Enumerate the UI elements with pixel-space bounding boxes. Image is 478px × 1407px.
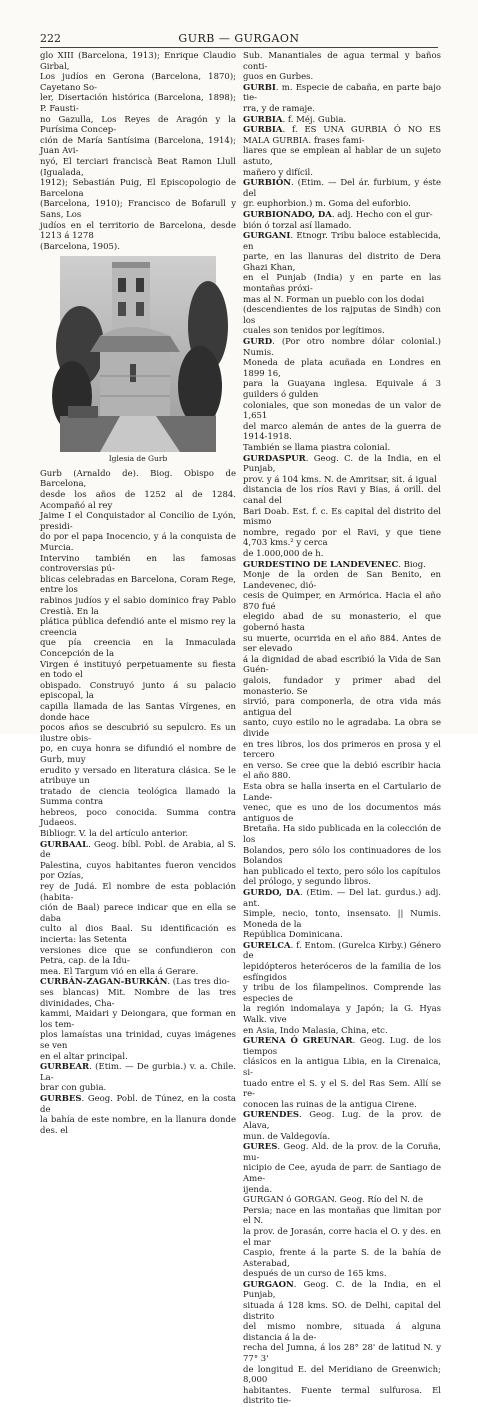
- text-line: recha del Jumna, á los 28° 28' de latitud N. y 77° 3': [243, 1343, 441, 1365]
- text-line: GURD. (Por otro nombre dólar colonial.) Numis.: [243, 337, 441, 358]
- text-line: galois, fundador y primer abad del monasterio. Se: [243, 676, 441, 697]
- text-line: plática pública defendió ante el mismo rey la creencia: [40, 617, 236, 638]
- text-line: prov. y á 104 kms. N. de Amritsar, sit. á igual: [243, 474, 437, 485]
- church-photo: [60, 256, 216, 452]
- text-line: de longitud E. del Meridiano de Greenwich; 8,000: [243, 1364, 441, 1386]
- text-line: GURGAN ó GORGAN. Geog. Río del N. de: [243, 1195, 424, 1206]
- text-line: á la dignidad de abad escribió la Vida de San Guén-: [243, 654, 441, 676]
- text-line: sirvió, para componerla, de otra vida más antigua del: [243, 697, 441, 718]
- text-line: clásicos en la antigua Libia, en la Cirenaica, si-: [243, 1057, 441, 1078]
- text-line: judíos en el territorio de Barcelona, desde 1213 á 1278: [40, 220, 236, 242]
- text-line: mas al N. Forman un pueblo con los dodai: [243, 294, 425, 305]
- text-line: rra, y de ramaje.: [243, 103, 315, 114]
- headword: GURES: [243, 1142, 278, 1153]
- text-line: y tribu de los filampelinos. Comprende las especies de: [243, 983, 441, 1004]
- text-line: GURDESTINO DE LANDEVENEC. Biog.: [243, 559, 426, 570]
- text-line: do por el papa Inocencio, y á la conquista de Murcia.: [40, 532, 236, 554]
- headword: GURDO, DA: [243, 887, 300, 898]
- text-line: GURBEAR. (Etim. — De gurbia.) v. a. Chile. La-: [40, 1062, 236, 1083]
- text-line: erudito y versado en literatura clásica. Se le atribuye un: [40, 765, 236, 787]
- text-line: Sub. Manantiales de agua termal y baños conti-: [243, 51, 441, 72]
- text-line: GURES. Geog. Ald. de la prov. de la Coruña, mu-: [243, 1142, 441, 1163]
- headword: GURBAAL: [40, 839, 89, 850]
- text-line: que pía creencia en la Inmaculada Concepción de la: [40, 638, 236, 659]
- text-line: rabinos judíos y el sabio dominico fray Pablo Crestià. En la: [40, 596, 236, 617]
- text-line: GURBES. Geog. Pobl. de Túnez, en la costa de: [40, 1093, 236, 1115]
- text-line: (descendientes de los rajputas de Sindh) con los: [243, 305, 441, 326]
- text-line: tratado de ciencia teológica llamado la Summa contra: [40, 786, 236, 808]
- left-column: [40, 51, 236, 1136]
- text-line: hebreos, poco conocida. Summa contra Judaeos.: [40, 807, 236, 829]
- headword: GURBES: [40, 1093, 82, 1104]
- text-line: nicipio de Cee, ayuda de parr. de Santiago de Ame-: [243, 1163, 441, 1184]
- text-line: GURBIÓN. (Etim. — Del ár. furbium, y éste del: [243, 178, 441, 199]
- running-title: GURB — GURGAON: [178, 32, 300, 45]
- text-line: (Barcelona, 1905).: [40, 241, 120, 252]
- text-line: no Gazulla, Los Reyes de Aragón y la Purísima Concep-: [40, 114, 236, 136]
- text-line: Los judíos en Gerona (Barcelona, 1870); Cayetano So-: [40, 72, 236, 93]
- text-line: venec, que es uno de los documentos más antiguos de: [243, 803, 441, 824]
- text-line: po, en cuya honra se difundió el nombre de Gurb, muy: [40, 744, 236, 765]
- text-line: del marco alemán de antes de la guerra de 1914-1918.: [243, 421, 441, 443]
- page-header: [40, 32, 438, 48]
- text-line: (Barcelona, 1910); Francisco de Bofarull y Sans, Los: [40, 199, 236, 220]
- left-top-text: [40, 51, 236, 252]
- text-line: ción de Baal) parece indicar que en ella se daba: [40, 903, 236, 924]
- header-rule: [40, 47, 438, 48]
- headword: GURBIÓN: [243, 178, 292, 189]
- headword: GURDESTINO DE LANDEVENEC: [243, 559, 399, 570]
- text-line: nombre, regado por el Ravi, y que tiene 4,703 kms.² y cerca: [243, 527, 441, 549]
- text-line: CURBÁN-ZAGAN-BURKÁN. (Las tres dio-: [40, 977, 230, 988]
- text-line: elegido abad de su monasterio, el que gobernó hasta: [243, 612, 441, 634]
- text-line: tuado entre el S. y el S. del Ras Sem. Allí se re-: [243, 1078, 441, 1100]
- text-line: situada á 128 kms. SO. de Delhi, capital del distrito: [243, 1301, 441, 1322]
- text-line: GURBIA. f. ES UNA GURBIA Ó NO ES MALA GURBIA. frases fami-: [243, 125, 441, 146]
- text-line: GURBIA. f. Méj. Gubia.: [243, 114, 347, 125]
- right-column: [243, 51, 442, 1407]
- text-line: Bretaña. Ha sido publicada en la colección de los: [243, 824, 441, 845]
- text-line: en Asia, Indo Malasia, China, etc.: [243, 1025, 388, 1036]
- text-line: GURDO, DA. (Etim. — Del lat. gurdus.) adj. ant.: [243, 887, 441, 909]
- text-line: su muerte, ocurrida en el año 884. Antes de ser elevado: [243, 633, 441, 655]
- text-line: ción de María Santísima (Barcelona, 1914); Juan Avi-: [40, 135, 236, 157]
- page-number: 222: [40, 32, 61, 45]
- headword: GURENA Ó GREUNAR: [243, 1036, 353, 1047]
- text-line: brar con gubia.: [40, 1083, 107, 1094]
- figure: [40, 256, 236, 465]
- text-line: GURGANI. Etnogr. Tribu baloce establecida, en: [243, 231, 441, 252]
- text-line: conocen las ruinas de la antigua Cirene.: [243, 1099, 417, 1110]
- text-line: GURDASPUR. Geog. C. de la India, en el Punjab,: [243, 453, 441, 475]
- text-line: coloniales, que son monedas de un valor de 1,651: [243, 400, 441, 422]
- text-line: GURBAAL. Geog. bíbl. Pobl. de Arabia, al S. de: [40, 839, 236, 861]
- text-line: liares que se emplean al hablar de un sujeto astuto,: [243, 146, 441, 167]
- headword: GURBEAR: [40, 1062, 90, 1073]
- text-line: GURGAON. Geog. C. de la India, en el Punjab,: [243, 1279, 441, 1301]
- headword: GURBIA: [243, 114, 283, 125]
- headword: GURDASPUR: [243, 453, 306, 464]
- text-line: guos en Gurbes.: [243, 72, 314, 83]
- text-line: plos lamaístas una trinidad, cuyas imágenes se ven: [40, 1030, 236, 1051]
- text-line: pocos años se descubrió su sepulcro. Es un ilustre obis-: [40, 723, 236, 744]
- text-line: cuales son tenidos por legítimos.: [243, 326, 385, 337]
- text-line: blicas celebradas en Barcelona, Coram Rege, entre los: [40, 574, 236, 596]
- text-line: También se llama piastra colonial.: [243, 442, 391, 453]
- text-line: mañero y difícil.: [243, 167, 313, 178]
- left-body-text: [40, 469, 236, 1136]
- text-line: ler, Disertación histórica (Barcelona, 1898); P. Fausti-: [40, 93, 236, 114]
- text-line: nyó, El terciari franciscà Beat Ramon Llull (Igualada,: [40, 156, 236, 178]
- headword: GURBIONADO, DA: [243, 209, 332, 220]
- text-line: kammi, Maidari y Deiongara, que forman en los tem-: [40, 1009, 236, 1030]
- text-line: Bibliogr. V. la del artículo anterior.: [40, 829, 189, 840]
- text-line: del mismo nombre, situada á alguna distancia á la de-: [243, 1322, 441, 1343]
- text-line: Virgen é instituyó perpetuamente su fiesta en todo el: [40, 659, 236, 681]
- headword: GURBIA: [243, 125, 283, 136]
- text-line: en el altar principal.: [40, 1051, 128, 1062]
- text-line: la bahía de este nombre, en la llanura donde des. el: [40, 1115, 236, 1136]
- text-line: en verso. Se cree que la debió escribir hacia el año 880.: [243, 760, 441, 782]
- text-line: Gurb (Arnaldo de). Biog. Obispo de Barcelona,: [40, 468, 236, 490]
- headword: GURD: [243, 337, 273, 348]
- text-line: República Dominicana.: [243, 930, 343, 941]
- text-line: la prov. de Jorasán, corre hacia el O. y des. en el mar: [243, 1226, 441, 1248]
- text-line: Persia; nace en las montañas que limitan por el N.: [243, 1205, 441, 1227]
- text-line: santo, cuyo estilo no le agradaba. La obra se divide: [243, 718, 441, 739]
- text-line: han publicado el texto, pero sólo los capítulos: [243, 866, 441, 877]
- text-line: GURBIONADO, DA. adj. Hecho con el gur-: [243, 209, 433, 220]
- text-line: parte, en las llanuras del distrito de Dera Ghazi Khan,: [243, 252, 441, 273]
- text-line: culto al dios Baal. Su identificación es incierta: las Setenta: [40, 924, 236, 945]
- text-line: capilla llamada de las Santas Vírgenes, en donde hace: [40, 701, 236, 723]
- text-line: después de un curso de 165 kms.: [243, 1269, 387, 1280]
- text-line: gr. euphorbion.) m. Goma del euforbio.: [243, 199, 411, 210]
- text-line: Caspio, frente á la parte S. de la bahía de Asterabad,: [243, 1248, 441, 1269]
- text-line: del prólogo, y segundo libros.: [243, 877, 371, 888]
- text-line: mun. de Valdegovía.: [243, 1131, 331, 1142]
- text-line: Monje de la orden de San Benito, en Landevenec, dió-: [243, 570, 441, 591]
- text-line: Palestina, cuyos habitantes fueron vencidos por Ozías,: [40, 860, 236, 882]
- text-line: rey de Judá. El nombre de esta población (habita-: [40, 882, 236, 903]
- text-line: Esta obra se halla inserta en el Cartulario de Lande-: [243, 781, 441, 803]
- text-line: Bari Doab. Est. f. c. Es capital del distrito del mismo: [243, 506, 441, 528]
- headword: GURELCA: [243, 940, 291, 951]
- text-line: mea. El Targum vió en ella á Gerare.: [40, 966, 199, 977]
- text-line: Jaime I el Conquistador al Concilio de Lyón, presidi-: [40, 511, 236, 532]
- text-line: ijenda.: [243, 1184, 273, 1195]
- text-line: cesis de Quimper, en Armórica. Hacia el año 870 fué: [243, 591, 441, 612]
- text-line: GURBI. m. Especie de cabaña, en parte bajo tie-: [243, 82, 441, 104]
- right-body-text: [243, 51, 441, 1407]
- text-line: Bolandos, pero sólo los continuadores de los Bolandos: [243, 845, 441, 867]
- headword: GURBI: [243, 82, 276, 93]
- text-line: glo XIII (Barcelona, 1913); Enrique Claudio Girbal,: [40, 51, 236, 72]
- text-line: GURELCA. f. Entom. (Gurelca Kirby.) Género de: [243, 940, 441, 962]
- text-line: obispado. Construyó junto á su palacio episcopal, la: [40, 680, 236, 702]
- headword: GURGANI: [243, 231, 291, 242]
- text-line: versiones dice que se confundieron con Petra, cap. de la Idu-: [40, 945, 236, 967]
- text-line: la región indomalaya y Japón; la G. Hyas Walk. vive: [243, 1004, 441, 1026]
- text-line: Simple, necio, tonto, insensato. || Numis. Moneda de la: [243, 909, 441, 930]
- text-line: para la Guayana inglesa. Equivale á 3 guilders ó gulden: [243, 379, 441, 400]
- text-line: de 1.000,000 de h.: [243, 548, 324, 559]
- text-line: ses blancas) Mit. Nombre de las tres divinidades, Cha-: [40, 987, 236, 1009]
- text-line: en tres libros, los dos primeros en prosa y el tercero: [243, 739, 441, 761]
- text-line: Moneda de plata acuñada en Londres en 1899 16,: [243, 358, 441, 379]
- text-line: distancia de los ríos Ravi y Bias, á orill. del canal del: [243, 485, 441, 506]
- text-line: Intervino también en las famosas controversias pú-: [40, 553, 236, 575]
- text-line: en el Punjab (India) y en parte en las montañas próxi-: [243, 273, 441, 295]
- headword: CURBÁN-ZAGAN-BURKÁN: [40, 977, 168, 988]
- figure-caption: Iglesia de Gurb: [108, 454, 168, 464]
- text-line: desde los años de 1252 al de 1284. Acompañó al rey: [40, 490, 236, 511]
- headword: GURENDES: [243, 1110, 299, 1121]
- text-line: GURENA Ó GREUNAR. Geog. Lug. de los tiempos: [243, 1036, 442, 1057]
- church-illustration: [60, 256, 216, 452]
- headword: GURGAON: [243, 1279, 294, 1290]
- text-line: habitantes. Fuente termal sulfurosa. El distrito tie-: [243, 1385, 441, 1407]
- text-line: 1912); Sebastián Puig, El Episcopologio de Barcelona: [40, 178, 236, 199]
- text-line: bión ó torzal así llamado.: [243, 220, 352, 231]
- text-line: GURENDES. Geog. Lug. de la prov. de Alava,: [243, 1110, 441, 1131]
- text-line: lepidópteros heteróceros de la familia de los esfíngidos: [243, 962, 441, 983]
